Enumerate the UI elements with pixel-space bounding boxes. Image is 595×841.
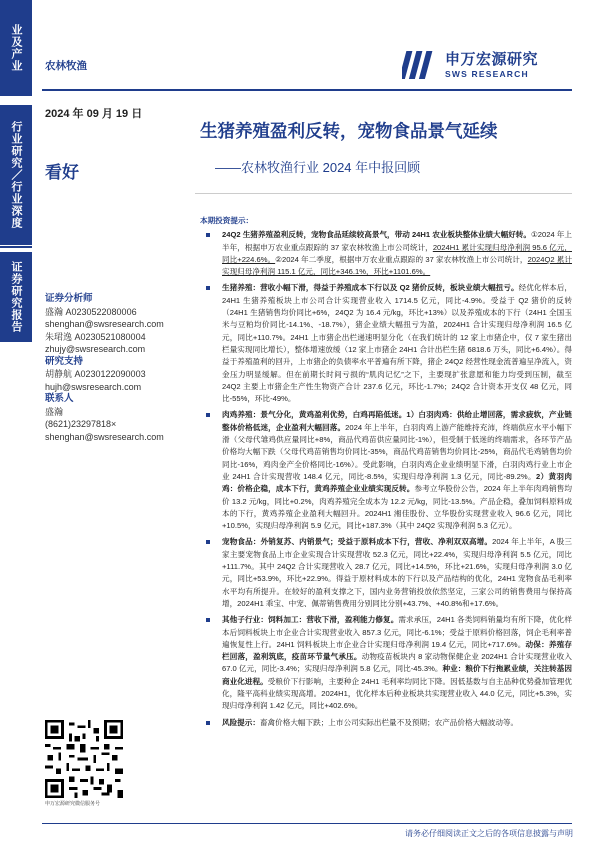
analyst-2-name: 朱珺逸 A0230521080004 [45, 331, 146, 342]
investment-summary [200, 215, 572, 733]
bullet-other [200, 614, 572, 712]
bullet-overview-text2: ②2024 年二季度，根据申万农业重点跟踪的 37 家农林牧渔上市公司统计， [275, 254, 528, 264]
bullet-broiler-bold2: 2）黄羽肉鸡：价格企稳，成本下行，黄鸡养殖企业业绩实现反转。 [222, 471, 572, 494]
sidebar-label-research-type: 行业研究／行业深度 [10, 121, 22, 229]
bullet-other-text2: 动物疫苗板块内 8 家动物保健企业 2024H1 合计实现营业收入 67.0 亿元，同比-3.4%；实现归母净利润 5.8 亿元，同比-45.3%。 [222, 652, 572, 674]
analyst-2-email[interactable]: zhujy@swsresearch.com [45, 344, 146, 354]
bullet-hog-text: 经优化样本后，24H1 生猪养殖板块上市公司合计实现营业收入 1714.5 亿元，同比-4.9%。受益于 Q2 猪价的反转（24H1 生猪销售均价同比+6%，24Q2 为 16.4 元/kg，环比+13%）以及养殖成本的下行（24H1 全国玉米与豆粕均价同比-14.1%、-18.7%），猪企业绩大幅扭亏为盈，2024H1 合计实现归母净利润 16.5 亿元，同比+110.7%。24H1 上市猪企出栏递速明显分化（在我们统计的 12 家上市猪企中，仅 7 家生猪出栏量实现同比增长），整体增速放缓（12 家上市猪企 24H1 合计出栏生猪 6818.6 万头，同比+6.4%）。得益于养殖盈利的回升，上市猪企的负债率水平普遍有所下降，猪企 24Q2 经营性现金流普遍呈净流入，资金压力明显缓解。但在前期长时间亏损的“肌肉记忆”之下，主要现扩张意愿和能力均受到压制，截至 24Q2 主要上市猪企生产性生物资产合计 237.6 亿元，环比-1.7%；24Q2 合计资本开支仅 48 亿元，同比-55%，环比-49%。 [222, 283, 572, 404]
bullet-hog-bold: 生猪养殖：营收小幅下滑，得益于养殖成本下行以及 Q2 猪价反转，板块业绩大幅扭亏。 [222, 283, 519, 293]
bullet-risk-bold: 风险提示： [222, 717, 260, 727]
bullet-other-text: 需求承压，24H1 各类饲料销量均有所下降，优化样本后饲料板块上市企业合计实现营业收入 857.3 亿元，同比-6.1%；受益于原料价格回落，饲企毛利率普遍恢复性上行。24H1 饲料板块上市企业合计实现归母净利润 19.4 亿元，同比+717.6%。 [222, 615, 573, 649]
sidebar-label-industry: 业及产业 [10, 24, 22, 72]
contact-heading: 联系人 [45, 393, 74, 404]
bullet-other-bold3: 种业：粮价下行拖累业绩，关注转基因商业化进程。 [222, 664, 572, 686]
bullet-risk-text: 畜禽价格大幅下跌；上市公司实际出栏量不及预期；农产品价格大幅波动等。 [259, 717, 519, 727]
bullet-hog [200, 282, 572, 405]
bullet-other-bold2: 动保：养殖存栏回落，盈利筑底，疫苗环节量气承压。 [222, 639, 572, 662]
assistant-heading: 研究支持 [45, 355, 84, 367]
bullet-other-text3: 受粮价下行影响，主要种企 24H1 毛利率均同比下降。因低基数与自主品种优势叠加管理优化，隆平高科业绩实现高增。2024H1，优化样本后种业板块共实现营业收入 44.0 亿元，同比+5.3%，实现归母净利润 1.42 亿元，同比+402.6%。 [222, 676, 573, 711]
report-title: 生猪养殖盈利反转，宠物食品景气延续 [200, 121, 498, 141]
analyst-1-email[interactable]: shenghan@swsresearch.com [45, 319, 164, 329]
sidebar-block-report [0, 252, 32, 342]
bullet-broiler-bold: 肉鸡养殖：景气分化，黄鸡盈利优势，白鸡再陷低迷。1）白羽肉鸡：供给止增回落，需求疲软，产业链整体价格低迷，企业盈利大幅回落。 [222, 410, 572, 432]
report-subtitle: ——农林牧渔行业 2024 年中报回顾 [215, 160, 421, 175]
bullet-petfood-bold: 宠物食品：外销复苏、内销景气；受益于原料成本下行，营收、净利双双高增。 [222, 537, 493, 547]
rating: 看好 [45, 163, 79, 182]
bullet-broiler-text2: 参考立华股份公告，2024 年上半年肉鸡销售均价 13.2 元/kg，同比+0.2%，肉鸡养殖完全成本为 12.2 元/kg，同比-13.5%。产品企稳，叠加饲料原料成本的下行，黄鸡养殖企业盈利大幅回升。2024H1 湘佳股份、立华股份实现营业收入 96.6 亿元，同比+10.5%，实现归母净利润 5.9 亿元，同比+187.3%（其中 24Q2 实现净利润 5.3 亿元）。 [222, 484, 572, 531]
contact-name: 盛瀚 [45, 406, 64, 417]
contact-email[interactable]: shenghan@swsresearch.com [45, 431, 164, 442]
analyst-info [45, 293, 185, 443]
bullet-petfood-text: 2024 年上半年，A 股三家主要宠物食品上市企业实现合计实现营收 52.3 亿元，同比+22.4%，实现归母净利润 5.5 亿元，同比+111.7%。其中 24Q2 合计实现营收入 28.7 亿元，同比+14.5%，环比+21.6%，实现归母净利润 3.0 亿元，同比+53.9%，环比+22.9%。得益于原材料成本的下行以及产品结构的优化，24H1 宠物食品毛利率水平均有所提升。在较好的盈利支撑之下，国内业务营销投放依然坚定，三家公司的销售费用与保持高增，2024H1 乖宝、中宠、佩蒂销售费用分别同比分别+43.7%、+40.8%和+17.6%。 [222, 537, 572, 608]
analyst-1-name: 盛瀚 A0230522080006 [45, 306, 137, 317]
summary-heading: 本期投资提示： [200, 216, 254, 225]
bullet-overview-bold: 24Q2 生猪养殖盈利反转，宠物食品延续较高景气，带动 24H1 农业板块整体业绩大幅好转。 [222, 230, 531, 240]
contact-phone: (8621)23297818× [45, 419, 117, 429]
footer-rule [42, 823, 572, 824]
left-sidebar [0, 0, 35, 841]
bullet-petfood [200, 536, 572, 610]
report-date: 2024 年 09 月 19 日 [45, 108, 143, 120]
bullet-overview-underline: 2024H1 累计实现归母净利润 95.6 亿元，同比+224.6%。 [222, 242, 572, 264]
assistant-email[interactable]: hujh@swsresearch.com [45, 381, 142, 392]
header-rule [42, 89, 572, 91]
logo-text-en: SWS RESEARCH [445, 69, 529, 79]
logo-text-cn: 申万宏源研究 [445, 51, 539, 68]
bullet-broiler [200, 409, 572, 532]
title-divider [195, 193, 572, 194]
bullet-broiler-text: 2024 年上半年，白羽肉鸡上游产能维持充沛，终端供应水平小幅下滑（父母代雏鸡供应量同比+8%，商品代鸡苗供应量同比-1%），但受制于低迷的终端需求，各环节产品价格均大幅下跌（父母代鸡苗销售均价同比-35%，商品代鸡苗销售均价同比-25%，商品代毛鸡销售均价同比-16%，鸡肉金产全价格同比-16%）。受此影响，白羽肉鸡企业业绩明显下滑，白羽肉鸡行业上市企业 24H1 合计实现营收 148.4 亿元，同比-8.5%，实现归母净利润 1.3 亿元，同比-89.2%。 [222, 422, 573, 481]
bullet-overview [200, 229, 572, 278]
bullet-overview-underline2: 2024Q2 累计实现归母净利润 115.1 亿元，同比+346.1%，环比+1101.6%。 [222, 254, 572, 277]
sidebar-block-industry [0, 0, 32, 96]
industry-category: 农林牧渔 [45, 60, 87, 72]
sidebar-block-research-type [0, 105, 32, 245]
sidebar-label-report: 证券研究报告 [10, 261, 22, 333]
bullet-other-bold: 其他子行业：饲料加工：营收下滑，盈利能力修复。 [222, 615, 399, 625]
bullet-risk [200, 717, 572, 729]
analysts-heading: 证券分析师 [45, 293, 93, 304]
qr-code-icon [45, 720, 123, 798]
bullet-overview-text: ①2024 年上半年，根据申万农业重点跟踪的 37 家农林牧渔上市公司统计， [222, 230, 572, 252]
assistant-name: 胡静航 A0230122090003 [45, 369, 146, 379]
qr-caption: 申万宏源研究微信服务号 [45, 801, 101, 807]
footer-disclaimer[interactable]: 请务必仔细阅读正文之后的各项信息披露与声明 [405, 829, 573, 838]
sidebar-divider [0, 246, 32, 248]
